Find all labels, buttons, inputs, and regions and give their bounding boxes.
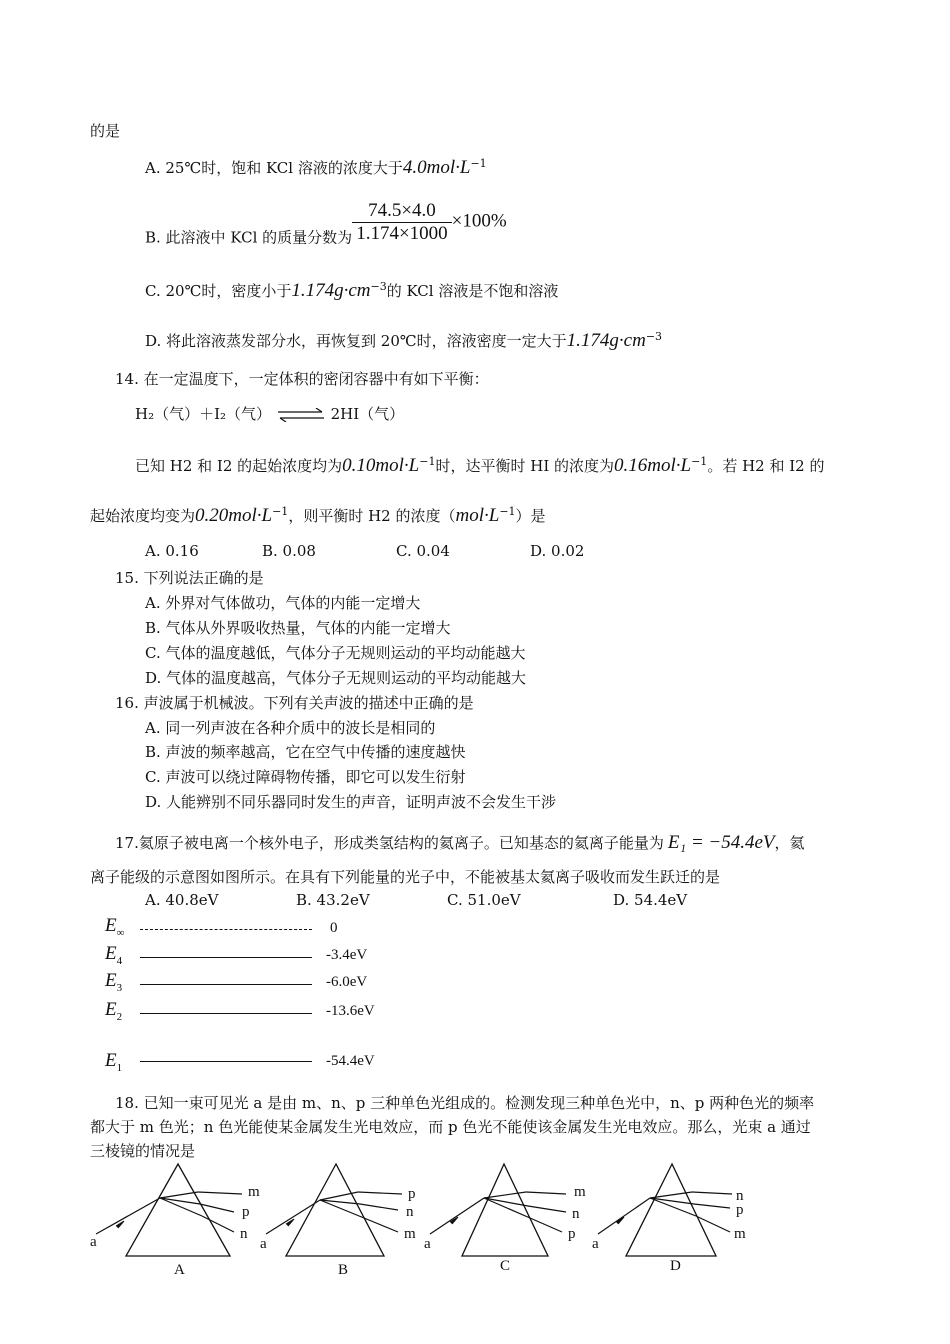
level-label-2: $E_2$ xyxy=(105,999,123,1023)
q15-option-b: B. 气体从外界吸收热量，气体的内能一定增大 xyxy=(145,619,451,637)
q15-option-a: A. 外界对气体做功，气体的内能一定增大 xyxy=(145,594,421,612)
q16-option-c: C. 声波可以绕过障碍物传播，即它可以发生衍射 xyxy=(145,768,466,786)
prism-diagram-d xyxy=(590,1162,770,1282)
prism-d-ray-1: n xyxy=(736,1188,744,1204)
level-label-4: $E_4$ xyxy=(105,943,123,967)
q16-option-d: D. 人能辨别不同乐器同时发生的声音，证明声波不会发生干涉 xyxy=(145,793,557,811)
q14-option-b: B. 0.08 xyxy=(262,542,316,560)
prism-d-input-label: a xyxy=(592,1236,599,1252)
q17-line2: 离子能级的示意图如图所示。在具有下列能量的光子中，不能被基太氦离子吸收而发生跃迁的是 xyxy=(90,868,721,886)
q17-option-b: B. 43.2eV xyxy=(296,891,370,909)
prism-diagram-b xyxy=(258,1162,433,1282)
prism-a-ray-1: m xyxy=(248,1184,260,1200)
q13-option-a: A. 25℃时，饱和 KCl 溶液的浓度大于$4.0mol\cdot L^{-1}$ xyxy=(145,157,487,178)
q13-option-d: D. 将此溶液蒸发部分水，再恢复到 20℃时，溶液密度一定大于$1.174g\cdot cm^{-3}$ xyxy=(145,330,663,351)
level-value-3: -6.0eV xyxy=(326,974,368,990)
q14-line1: 已知 H2 和 I2 的起始浓度均为$0.10mol\cdot L^{-1}$时，达平衡时 HI 的浓度为$0.16mol\cdot L^{-1}$。若 H2 和 I2 的 xyxy=(135,455,825,476)
level-label-3: $E_3$ xyxy=(105,970,123,994)
q14-option-a: A. 0.16 xyxy=(145,542,199,560)
level-line-2 xyxy=(140,1013,312,1014)
q15-stem: 15. 下列说法正确的是 xyxy=(115,569,264,587)
prism-c-ray-3: p xyxy=(568,1226,576,1242)
level-value-2: -13.6eV xyxy=(326,1003,375,1019)
prism-c-drawing xyxy=(422,1162,597,1262)
q14-option-d: D. 0.02 xyxy=(530,542,585,560)
level-label-inf: $E_\infty$ xyxy=(105,915,125,939)
prism-c-ray-2: n xyxy=(572,1206,580,1222)
level-value-4: -3.4eV xyxy=(326,947,368,963)
prism-d-ray-2: p xyxy=(736,1202,744,1218)
prism-b-ray-1: p xyxy=(408,1186,416,1202)
prism-a-ray-3: n xyxy=(240,1226,248,1242)
prism-diagram-c xyxy=(422,1162,597,1282)
q13-a-math: 4.0mol·L xyxy=(402,157,471,178)
q18-line2: 都大于 m 色光；n 色光能使某金属发生光电效应，而 p 色光不能使该金属发生光电效应。那么，光束 a 通过 xyxy=(90,1118,811,1136)
q14-line2: 起始浓度均变为$0.20mol\cdot L^{-1}$，则平衡时 H2 的浓度$(mol\cdot L^{-1})$是 xyxy=(90,505,546,526)
q14-option-c: C. 0.04 xyxy=(396,542,450,560)
q14-equation: H₂（气）＋I₂（气） 2HI（气） xyxy=(135,405,405,423)
prism-b-caption: B xyxy=(338,1262,349,1278)
q18-line1: 18. 已知一束可见光 a 是由 m、n、p 三种单色光组成的。检测发现三种单色光中，n、p 两种色光的频率 xyxy=(115,1094,815,1112)
prism-a-caption: A xyxy=(174,1262,185,1278)
q13-tail: 的是 xyxy=(90,122,121,140)
q17-option-a: A. 40.8eV xyxy=(145,891,219,909)
q15-option-c: C. 气体的温度越低，气体分子无规则运动的平均动能越大 xyxy=(145,644,526,662)
q16-option-a: A. 同一列声波在各种介质中的波长是相同的 xyxy=(145,719,436,737)
q13-option-c: C. 20℃时，密度小于$1.174g\cdot cm^{-3}$的 KCl 溶液是不饱和溶液 xyxy=(145,280,559,301)
prism-a-drawing xyxy=(88,1162,268,1262)
q16-option-b: B. 声波的频率越高，它在空气中传播的速度越快 xyxy=(145,743,466,761)
level-label-1: $E_1$ xyxy=(105,1050,123,1074)
q13-option-b: B. 此溶液中 KCl 的质量分数为 $\frac{74.5\times 4.0}{1.174\times 1000}$ ×100% xyxy=(145,200,507,247)
level-line-inf xyxy=(140,929,312,930)
q17-option-d: D. 54.4eV xyxy=(613,891,688,909)
q17-line1: 17.氦原子被电离一个核外电子，形成类氢结构的氦离子。已知基态的氦离子能量为 E₁ = −54.4eV，氦 xyxy=(115,832,805,853)
level-value-1: -54.4eV xyxy=(326,1053,375,1069)
level-value-inf: 0 xyxy=(330,920,338,936)
prism-d-caption: D xyxy=(670,1258,681,1274)
level-line-3 xyxy=(140,984,312,985)
q17-option-c: C. 51.0eV xyxy=(447,891,521,909)
prism-c-caption: C xyxy=(500,1258,511,1274)
prism-b-input-label: a xyxy=(260,1236,267,1252)
q16-stem: 16. 声波属于机械波。下列有关声波的描述中正确的是 xyxy=(115,694,474,712)
q18-line3: 三棱镜的情况是 xyxy=(90,1142,196,1160)
prism-b-ray-3: m xyxy=(404,1226,416,1242)
prism-b-ray-2: n xyxy=(406,1204,414,1220)
q14-stem: 14. 在一定温度下，一定体积的密闭容器中有如下平衡： xyxy=(115,370,489,388)
prism-a-input-label: a xyxy=(90,1234,97,1250)
q13-b-fraction: $\frac{74.5\times 4.0}{1.174\times 1000}$ xyxy=(352,200,451,245)
equilibrium-arrow-icon xyxy=(276,408,326,422)
prism-c-ray-1: m xyxy=(574,1184,586,1200)
prism-a-ray-2: p xyxy=(242,1204,250,1220)
prism-d-ray-3: m xyxy=(734,1226,746,1242)
level-line-4 xyxy=(140,957,312,958)
prism-diagram-a xyxy=(88,1162,268,1282)
q15-option-d: D. 气体的温度越高，气体分子无规则运动的平均动能越大 xyxy=(145,669,527,687)
level-line-1 xyxy=(140,1061,312,1062)
prism-c-input-label: a xyxy=(424,1236,431,1252)
